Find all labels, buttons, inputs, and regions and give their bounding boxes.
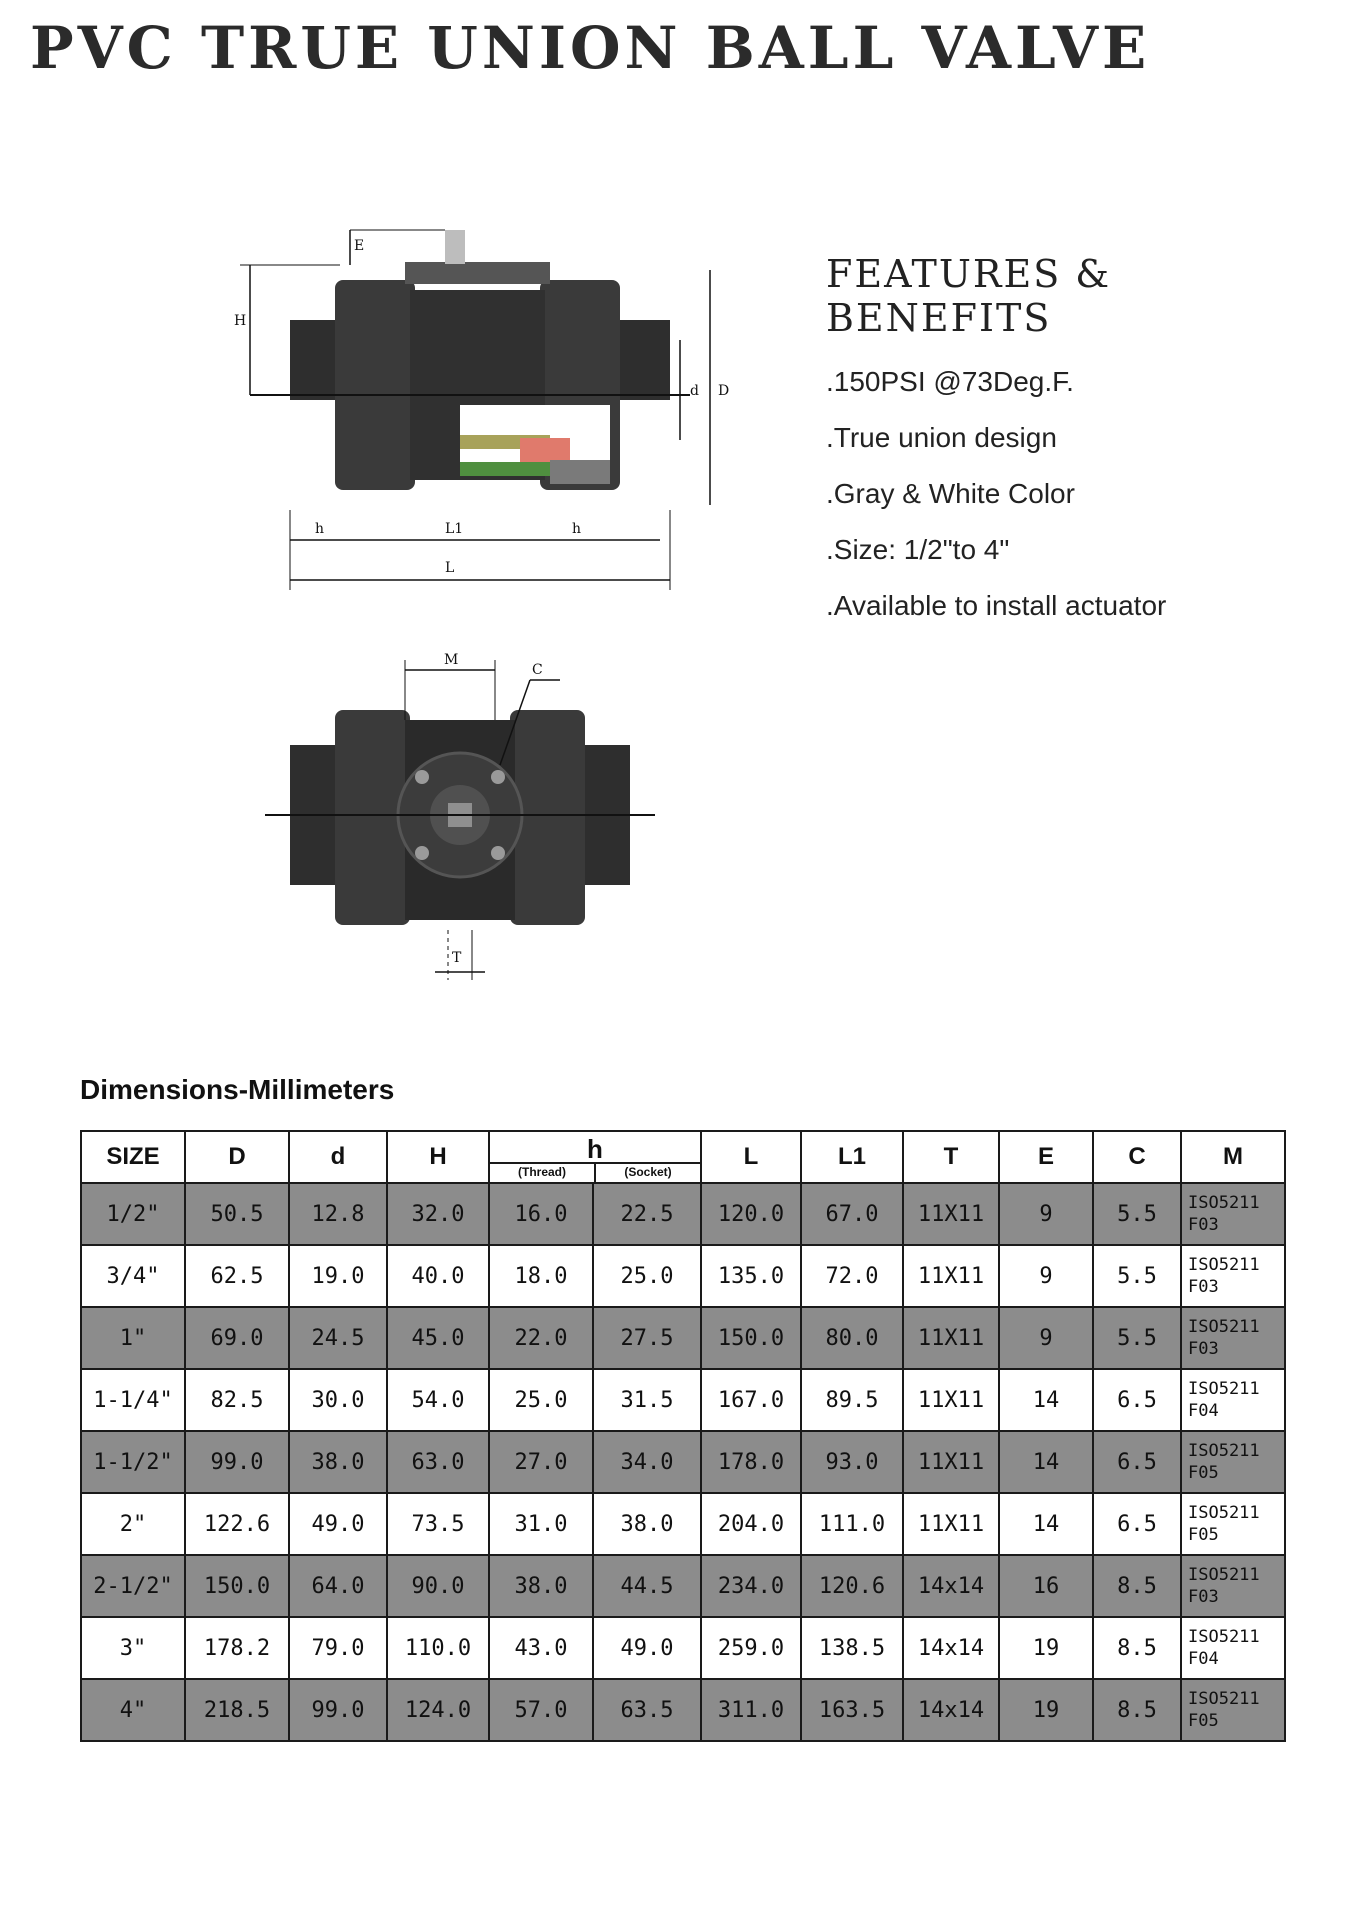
cell-L: 259.0 <box>701 1617 801 1679</box>
cell-h-thread: 25.0 <box>489 1369 593 1431</box>
cell-size: 1/2" <box>81 1183 185 1245</box>
cell-size: 1-1/4" <box>81 1369 185 1431</box>
dim-label-C: C <box>532 662 543 678</box>
cell-D: 82.5 <box>185 1369 289 1431</box>
col-header-E: E <box>999 1131 1093 1183</box>
col-header-h-socket: (Socket) <box>624 1165 672 1179</box>
cell-C: 5.5 <box>1093 1245 1181 1307</box>
table-row <box>81 1555 1285 1617</box>
cell-D: 122.6 <box>185 1493 289 1555</box>
cell-D: 99.0 <box>185 1431 289 1493</box>
cell-D: 218.5 <box>185 1679 289 1741</box>
cell-C: 5.5 <box>1093 1183 1181 1245</box>
cell-size: 3" <box>81 1617 185 1679</box>
cell-T: 11X11 <box>903 1431 999 1493</box>
dim-label-M: M <box>444 652 459 668</box>
cell-M <box>1181 1245 1285 1307</box>
cell-L: 167.0 <box>701 1369 801 1431</box>
cell-T: 11X11 <box>903 1307 999 1369</box>
cell-E: 9 <box>999 1183 1093 1245</box>
cell-M <box>1181 1617 1285 1679</box>
cell-size: 1" <box>81 1307 185 1369</box>
valve-top-view-drawing <box>260 650 660 990</box>
cell-H: 40.0 <box>387 1245 489 1307</box>
cell-C: 8.5 <box>1093 1679 1181 1741</box>
cell-L: 311.0 <box>701 1679 801 1741</box>
cell-M-flange: F04 <box>1188 1401 1219 1421</box>
cell-M <box>1181 1431 1285 1493</box>
cell-M <box>1181 1369 1285 1431</box>
dim-label-h-right: h <box>572 521 582 537</box>
cell-E: 9 <box>999 1307 1093 1369</box>
stem <box>445 230 465 264</box>
left-union-nut <box>335 280 415 490</box>
cell-E: 19 <box>999 1617 1093 1679</box>
features-section <box>826 252 1286 634</box>
table-row <box>81 1245 1285 1307</box>
cell-L1: 163.5 <box>801 1679 903 1741</box>
cell-L1: 93.0 <box>801 1431 903 1493</box>
cell-H: 63.0 <box>387 1431 489 1493</box>
dim-label-L1: L1 <box>445 521 464 537</box>
cell-L: 135.0 <box>701 1245 801 1307</box>
cell-h-socket: 25.0 <box>593 1245 701 1307</box>
cell-M-standard: ISO5211 <box>1188 1565 1260 1585</box>
cell-L: 204.0 <box>701 1493 801 1555</box>
cell-d: 12.8 <box>289 1183 387 1245</box>
valve-side-view-drawing <box>220 210 730 600</box>
feature-item: .Size: 1/2"to 4" <box>826 534 1010 565</box>
cell-h-socket: 49.0 <box>593 1617 701 1679</box>
cell-T: 11X11 <box>903 1369 999 1431</box>
cell-L1: 72.0 <box>801 1245 903 1307</box>
cell-T: 14x14 <box>903 1555 999 1617</box>
table-row <box>81 1679 1285 1741</box>
seal-red <box>520 438 570 462</box>
cell-L1: 138.5 <box>801 1617 903 1679</box>
table-row <box>81 1493 1285 1555</box>
col-header-L: L <box>701 1131 801 1183</box>
cell-C: 5.5 <box>1093 1307 1181 1369</box>
cell-h-thread: 38.0 <box>489 1555 593 1617</box>
dimensions-table <box>80 1130 1286 1742</box>
col-header-H: H <box>387 1131 489 1183</box>
cell-size: 1-1/2" <box>81 1431 185 1493</box>
cell-D: 178.2 <box>185 1617 289 1679</box>
cell-L1: 111.0 <box>801 1493 903 1555</box>
cell-h-socket: 27.5 <box>593 1307 701 1369</box>
cell-d: 30.0 <box>289 1369 387 1431</box>
cell-h-thread: 31.0 <box>489 1493 593 1555</box>
features-list <box>826 354 1286 634</box>
cell-d: 24.5 <box>289 1307 387 1369</box>
cell-H: 45.0 <box>387 1307 489 1369</box>
table-row <box>81 1617 1285 1679</box>
cell-size: 2-1/2" <box>81 1555 185 1617</box>
cell-h-socket: 44.5 <box>593 1555 701 1617</box>
table-row <box>81 1431 1285 1493</box>
cell-L: 120.0 <box>701 1183 801 1245</box>
cell-M-flange: F05 <box>1188 1711 1219 1731</box>
cell-H: 54.0 <box>387 1369 489 1431</box>
cell-H: 32.0 <box>387 1183 489 1245</box>
col-header-D: D <box>185 1131 289 1183</box>
dim-label-L: L <box>445 560 455 576</box>
cell-L1: 120.6 <box>801 1555 903 1617</box>
cell-E: 14 <box>999 1493 1093 1555</box>
cell-h-socket: 38.0 <box>593 1493 701 1555</box>
cell-C: 6.5 <box>1093 1431 1181 1493</box>
cell-C: 6.5 <box>1093 1493 1181 1555</box>
cell-size: 3/4" <box>81 1245 185 1307</box>
cell-H: 110.0 <box>387 1617 489 1679</box>
cell-H: 90.0 <box>387 1555 489 1617</box>
cell-M <box>1181 1555 1285 1617</box>
col-header-size: SIZE <box>81 1131 185 1183</box>
cell-E: 9 <box>999 1245 1093 1307</box>
cell-M-flange: F03 <box>1188 1587 1219 1607</box>
dim-label-E: E <box>354 238 365 254</box>
cell-h-thread: 16.0 <box>489 1183 593 1245</box>
top-flange <box>405 262 550 284</box>
cell-L: 178.0 <box>701 1431 801 1493</box>
cell-h-socket: 63.5 <box>593 1679 701 1741</box>
cell-M-standard: ISO5211 <box>1188 1627 1260 1647</box>
dimensions-heading: Dimensions-Millimeters <box>80 1074 395 1105</box>
cell-d: 99.0 <box>289 1679 387 1741</box>
cell-L1: 89.5 <box>801 1369 903 1431</box>
cell-M-standard: ISO5211 <box>1188 1503 1260 1523</box>
cell-D: 62.5 <box>185 1245 289 1307</box>
cell-h-thread: 27.0 <box>489 1431 593 1493</box>
cell-E: 16 <box>999 1555 1093 1617</box>
dim-label-D: D <box>718 383 730 399</box>
cell-M-standard: ISO5211 <box>1188 1379 1260 1399</box>
cell-L: 150.0 <box>701 1307 801 1369</box>
feature-item: .150PSI @73Deg.F. <box>826 366 1074 397</box>
cell-h-socket: 31.5 <box>593 1369 701 1431</box>
col-header-L1: L1 <box>801 1131 903 1183</box>
cell-h-thread: 43.0 <box>489 1617 593 1679</box>
cell-E: 19 <box>999 1679 1093 1741</box>
cell-M-flange: F03 <box>1188 1215 1219 1235</box>
cell-T: 14x14 <box>903 1617 999 1679</box>
cell-M-flange: F03 <box>1188 1339 1219 1359</box>
cell-d: 79.0 <box>289 1617 387 1679</box>
cell-L: 234.0 <box>701 1555 801 1617</box>
cell-T: 11X11 <box>903 1245 999 1307</box>
feature-item: .Gray & White Color <box>826 478 1075 509</box>
cell-L1: 80.0 <box>801 1307 903 1369</box>
threaded-end <box>550 460 610 484</box>
cell-M <box>1181 1679 1285 1741</box>
table-row <box>81 1307 1285 1369</box>
col-header-C: C <box>1093 1131 1181 1183</box>
cell-h-socket: 34.0 <box>593 1431 701 1493</box>
cell-L1: 67.0 <box>801 1183 903 1245</box>
cell-size: 2" <box>81 1493 185 1555</box>
cell-M-standard: ISO5211 <box>1188 1689 1260 1709</box>
col-header-T: T <box>903 1131 999 1183</box>
cell-E: 14 <box>999 1369 1093 1431</box>
col-header-h-thread: (Thread) <box>490 1164 596 1182</box>
feature-item: .Available to install actuator <box>826 590 1167 621</box>
dim-label-T: T <box>452 950 462 966</box>
cell-C: 6.5 <box>1093 1369 1181 1431</box>
cell-M-flange: F04 <box>1188 1649 1219 1669</box>
cell-d: 19.0 <box>289 1245 387 1307</box>
col-header-d: d <box>289 1131 387 1183</box>
cell-T: 11X11 <box>903 1183 999 1245</box>
cell-h-thread: 22.0 <box>489 1307 593 1369</box>
table-row <box>81 1183 1285 1245</box>
cell-M <box>1181 1307 1285 1369</box>
cell-M-standard: ISO5211 <box>1188 1193 1260 1213</box>
cell-d: 49.0 <box>289 1493 387 1555</box>
cell-D: 50.5 <box>185 1183 289 1245</box>
cell-H: 124.0 <box>387 1679 489 1741</box>
cell-h-thread: 57.0 <box>489 1679 593 1741</box>
cell-M-flange: F03 <box>1188 1277 1219 1297</box>
col-header-M: M <box>1181 1131 1285 1183</box>
cell-M-flange: F05 <box>1188 1525 1219 1545</box>
cell-M <box>1181 1183 1285 1245</box>
cell-T: 11X11 <box>903 1493 999 1555</box>
cell-d: 64.0 <box>289 1555 387 1617</box>
cell-M-standard: ISO5211 <box>1188 1317 1260 1337</box>
cell-M-flange: F05 <box>1188 1463 1219 1483</box>
features-heading: FEATURES & BENEFITS <box>826 252 1112 340</box>
cell-C: 8.5 <box>1093 1555 1181 1617</box>
cell-h-socket: 22.5 <box>593 1183 701 1245</box>
dim-label-d: d <box>690 383 699 399</box>
col-header-h-label: h <box>587 1134 603 1164</box>
table-row <box>81 1369 1285 1431</box>
cell-d: 38.0 <box>289 1431 387 1493</box>
cell-D: 150.0 <box>185 1555 289 1617</box>
cell-C: 8.5 <box>1093 1617 1181 1679</box>
cell-h-thread: 18.0 <box>489 1245 593 1307</box>
col-header-h <box>489 1131 701 1183</box>
dim-label-H: H <box>234 313 247 329</box>
cell-M <box>1181 1493 1285 1555</box>
dim-label-h-left: h <box>315 521 325 537</box>
cell-H: 73.5 <box>387 1493 489 1555</box>
cell-M-standard: ISO5211 <box>1188 1255 1260 1275</box>
seal-ring-green <box>460 462 550 476</box>
cell-size: 4" <box>81 1679 185 1741</box>
cell-E: 14 <box>999 1431 1093 1493</box>
page-title: PVC TRUE UNION BALL VALVE <box>30 14 1151 82</box>
feature-item: .True union design <box>826 422 1057 453</box>
cell-M-standard: ISO5211 <box>1188 1441 1260 1461</box>
cell-D: 69.0 <box>185 1307 289 1369</box>
cell-T: 14x14 <box>903 1679 999 1741</box>
